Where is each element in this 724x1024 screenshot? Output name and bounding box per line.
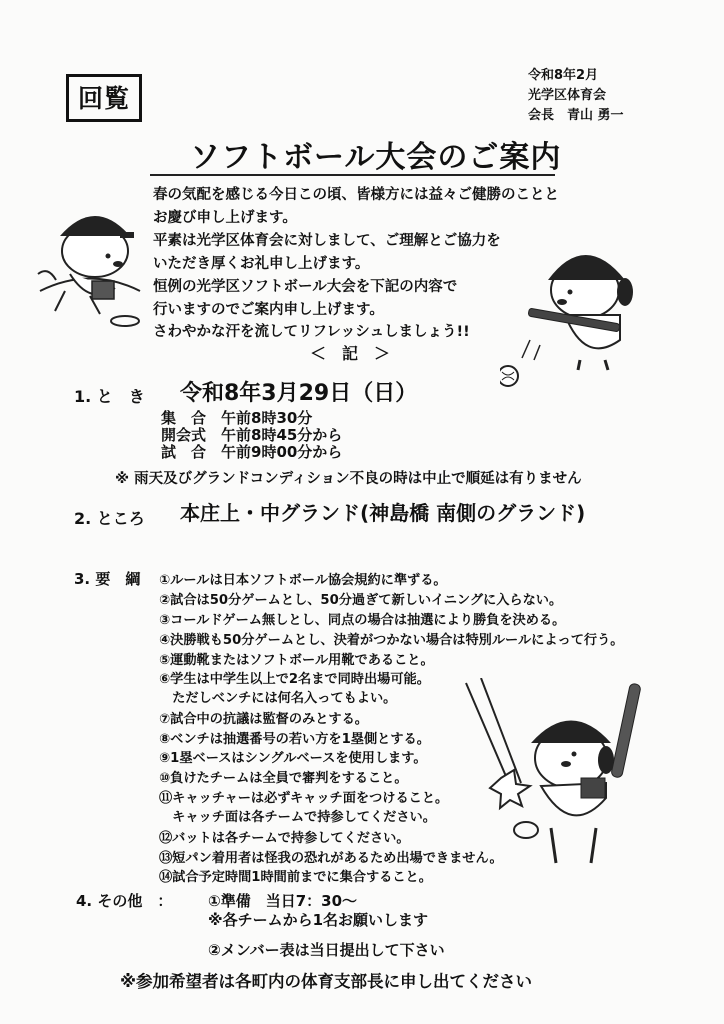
rule-item: ただしベンチには何名入ってもよい。 bbox=[159, 691, 397, 706]
rule-item: ⑦試合中の抗議は監督のみとする。 bbox=[159, 712, 368, 727]
intro-line: 平素は光学区体育会に対しまして、ご理解とご協力を bbox=[153, 233, 501, 249]
title-underline bbox=[150, 174, 555, 176]
section4-label: 4. その他 ： bbox=[76, 892, 173, 910]
rule-item: ①ルールは日本ソフトボール協会規約に準ずる。 bbox=[159, 573, 447, 588]
rule-item: ②試合は50分ゲームとし、50分過ぎて新しいイニングに入らない。 bbox=[159, 593, 563, 608]
rule-item: ⑤運動靴またはソフトボール用靴であること。 bbox=[159, 653, 434, 668]
rule-item: ⑪キャッチャーは必ずキャッチ面をつけること。 bbox=[159, 791, 449, 806]
intro-line: さわやかな汗を流してリフレッシュしましょう!! bbox=[153, 324, 470, 340]
rule-item: ⑫バットは各チームで持参してください。 bbox=[159, 831, 410, 846]
intro-line: いただき厚くお礼申し上げます。 bbox=[153, 256, 370, 272]
rule-item: ⑨1塁ベースはシングルベースを使用します。 bbox=[159, 751, 427, 766]
rule-item: ⑥学生は中学生以上で2名まで同時出場可能。 bbox=[159, 672, 430, 687]
final-note: ※参加希望者は各町内の体育支部長に申し出てください bbox=[120, 972, 533, 991]
rule-item: ④決勝戦も50分ゲームとし、決着がつかない場合は特別ルールによって行う。 bbox=[159, 633, 624, 648]
section3-label: 3. 要 綱 bbox=[74, 570, 141, 588]
circulation-stamp: 回覧 bbox=[66, 74, 142, 122]
prep-note: ※各チームから1名お願いします bbox=[208, 911, 429, 929]
chairman: 会長 青山 勇一 bbox=[528, 108, 624, 123]
prep-item: ①準備 当日7：30～ bbox=[208, 892, 358, 910]
catcher-dog-illustration bbox=[456, 678, 646, 878]
intro-line: 恒例の光学区ソフトボール大会を下記の内容で bbox=[153, 279, 458, 295]
page-title: ソフトボール大会のご案内 bbox=[190, 140, 562, 175]
rain-note: ※ 雨天及びグランドコンディション不良の時は中止で順延は有りません bbox=[115, 471, 582, 487]
rule-item: キャッチ面は各チームで持参してください。 bbox=[159, 810, 436, 825]
batter-dog-illustration bbox=[500, 220, 650, 390]
schedule-item: 試 合 午前9時00分から bbox=[161, 443, 343, 461]
member-list-item: ②メンバー表は当日提出して下さい bbox=[208, 941, 445, 959]
event-date: 令和8年3月29日（日） bbox=[180, 381, 418, 406]
intro-line: 春の気配を感じる今日この頃、皆様方には益々ご健勝のことと bbox=[153, 187, 559, 203]
intro-line: 行いますのでご案内申し上げます。 bbox=[153, 302, 384, 318]
section2-label: 2. ところ bbox=[74, 509, 145, 528]
rule-item: ⑩負けたチームは全員で審判をすること。 bbox=[159, 771, 408, 786]
issue-date: 令和8年2月 bbox=[528, 68, 599, 83]
rule-item: ⑧ベンチは抽選番号の若い方を1塁側とする。 bbox=[159, 732, 430, 747]
schedule-item: 集 合 午前8時30分 bbox=[161, 409, 313, 427]
rule-item: ③コールドゲーム無しとし、同点の場合は抽選により勝負を決める。 bbox=[159, 613, 566, 628]
rule-item: ⑭試合予定時間1時間前までに集合すること。 bbox=[159, 870, 432, 885]
ki-heading: ＜ 記 ＞ bbox=[310, 344, 391, 363]
schedule-item: 開会式 午前8時45分から bbox=[161, 426, 343, 444]
section1-label: 1. と き bbox=[74, 387, 145, 406]
rule-item: ⑬短パン着用者は怪我の恐れがあるため出場できません。 bbox=[159, 851, 503, 866]
organization: 光学区体育会 bbox=[528, 88, 607, 103]
intro-line: お慶び申し上げます。 bbox=[153, 210, 297, 226]
venue: 本庄上・中グランド(神島橋 南側のグランド) bbox=[180, 501, 586, 525]
pitcher-dog-illustration bbox=[30, 196, 155, 331]
